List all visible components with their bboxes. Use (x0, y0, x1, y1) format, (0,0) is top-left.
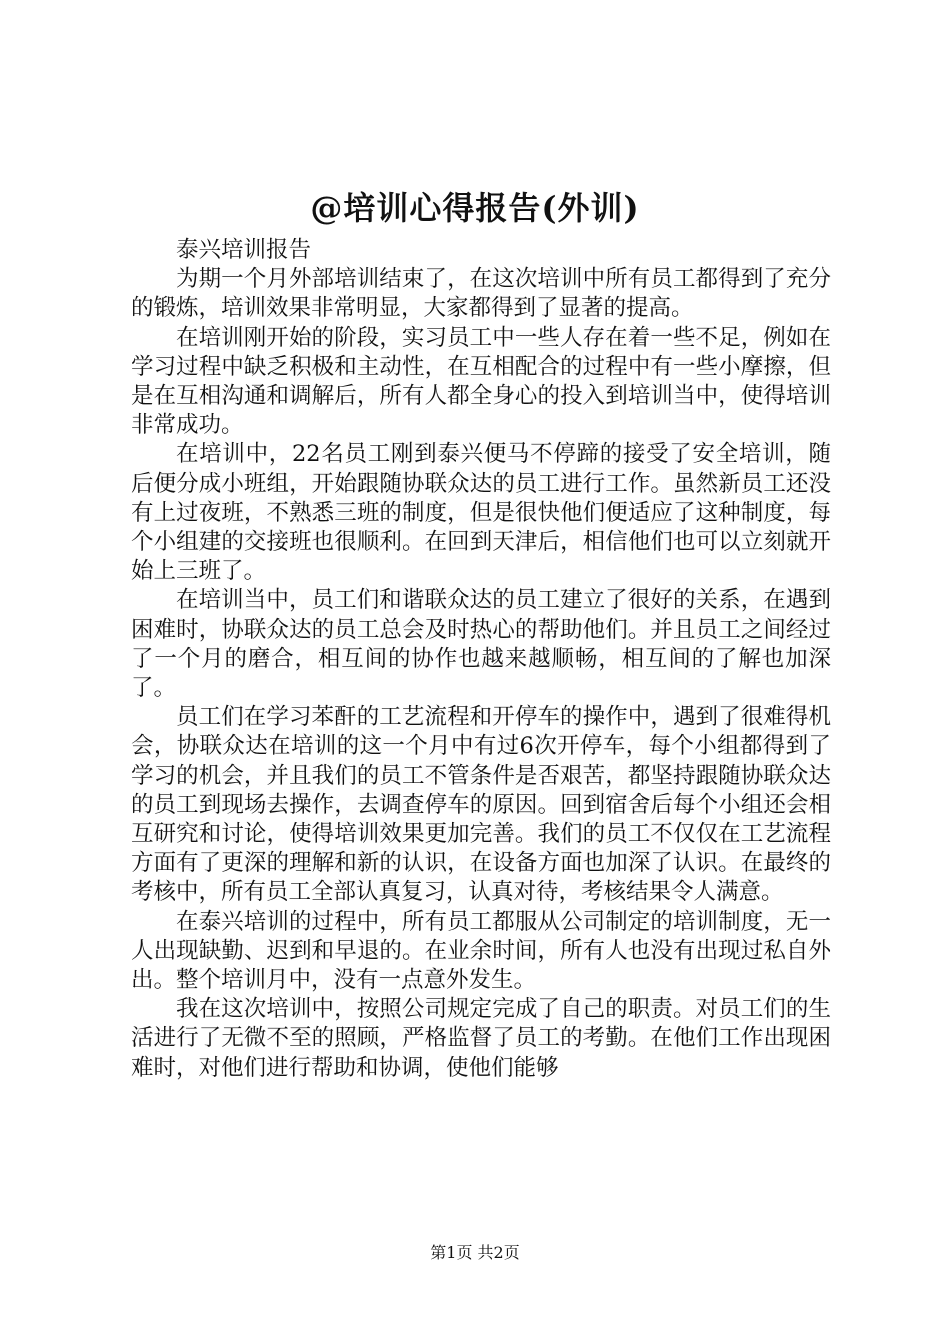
paragraph: 在培训当中，员工们和谐联众达的员工建立了很好的关系，在遇到困难时，协联众达的员工总会及时热心的帮助他们。并且员工之间经过了一个月的磨合，相互间的协作也越来越顺畅，相互间的了解也加深了。 (131, 587, 831, 702)
paragraph: 我在这次培训中，按照公司规定完成了自己的职责。对员工们的生活进行了无微不至的照顾，严格监督了员工的考勤。在他们工作出现困难时，对他们进行帮助和协调，使他们能够 (131, 996, 831, 1081)
paragraph: 为期一个月外部培训结束了，在这次培训中所有员工都得到了充分的锻炼，培训效果非常明显，大家都得到了显著的提高。 (131, 266, 831, 322)
page-footer: 第1页 共2页 (430, 1243, 520, 1262)
paragraph: 在培训中，22名员工刚到泰兴便马不停蹄的接受了安全培训，随后便分成小班组，开始跟随协联众达的员工进行工作。虽然新员工还没有上过夜班，不熟悉三班的制度，但是很快他们便适应了这种制度，每个小组建的交接班也很顺利。在回到天津后，相信他们也可以立刻就开始上三班了。 (131, 441, 831, 585)
paragraph-heading: 泰兴培训报告 (176, 237, 312, 263)
paragraph: 员工们在学习苯酐的工艺流程和开停车的操作中，遇到了很难得机会，协联众达在培训的这一个月中有过6次开停车，每个小组都得到了学习的机会，并且我们的员工不管条件是否艰苦，都坚持跟随协联众达的员工到现场去操作，去调查停车的原因。回到宿舍后每个小组还会相互研究和讨论，使得培训效果更加完善。我们的员工不仅仅在工艺流程方面有了更深的理解和新的认识，在设备方面也加深了认识。在最终的考核中，所有员工全部认真复习，认真对待，考核结果令人满意。 (131, 704, 831, 906)
paragraph: 在泰兴培训的过程中，所有员工都服从公司制定的培训制度，无一人出现缺勤、迟到和早退的。在业余时间，所有人也没有出现过私自外出。整个培训月中，没有一点意外发生。 (131, 908, 831, 994)
document-body (131, 236, 831, 1083)
document-title: @培训心得报告(外训) (310, 189, 640, 227)
paragraph: 在培训刚开始的阶段，实习员工中一些人存在着一些不足，例如在学习过程中缺乏积极和主动性，在互相配合的过程中有一些小摩擦，但是在互相沟通和调解后，所有人都全身心的投入到培训当中，使得培训非常成功。 (131, 324, 831, 439)
